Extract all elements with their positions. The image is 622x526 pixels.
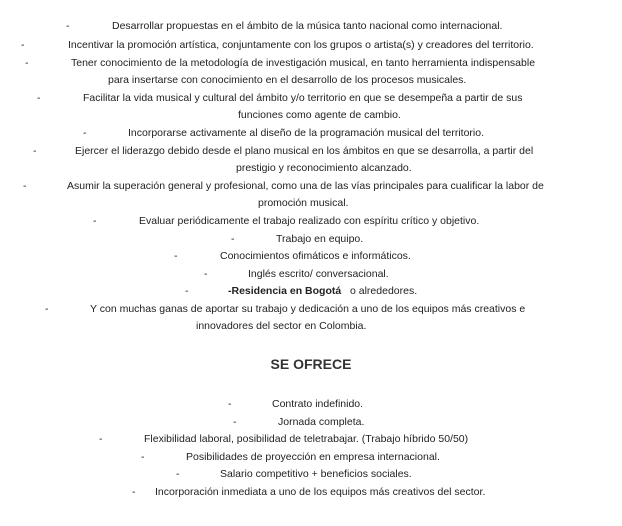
list-item-text: Incorporación inmediata a uno de los equipos más creativos del sector. — [155, 486, 486, 498]
bullet: - — [83, 127, 87, 139]
bullet: - — [45, 303, 49, 315]
bullet: - — [21, 39, 25, 51]
list-item-text: Tener conocimiento de la metodología de investigación musical, en tanto herramienta indispensable — [71, 57, 536, 69]
list-item-text-bold: -Residencia en Bogotá — [228, 285, 342, 297]
list-item-text: Salario competitivo + beneficios sociales. — [220, 468, 412, 480]
list-item-text: Trabajo en equipo. — [276, 233, 364, 245]
list-item-text: prestigio y reconocimiento alcanzado. — [236, 162, 412, 174]
bullet: - — [25, 57, 29, 69]
bullet: - — [99, 433, 103, 445]
bullet: - — [132, 486, 136, 498]
bullet: - — [66, 20, 70, 32]
list-item-text: Flexibilidad laboral, posibilidad de teletrabajar. (Trabajo híbrido 50/50) — [144, 433, 469, 445]
list-item-text: Inglés escrito/ conversacional. — [248, 268, 389, 280]
bullet: - — [228, 398, 232, 410]
bullet: - — [23, 180, 27, 192]
bullet: - — [174, 250, 178, 262]
list-item-text: Incentivar la promoción artística, conjuntamente con los grupos o artista(s) y creadores del territorio. — [68, 39, 534, 51]
list-item-text: Evaluar periódicamente el trabajo realizado con espíritu crítico y objetivo. — [139, 215, 480, 227]
bullet: - — [231, 233, 235, 245]
list-item-text: Facilitar la vida musical y cultural del ámbito y/o territorio en que se desempeña a partir de sus — [83, 92, 523, 104]
list-item-text: Y con muchas ganas de aportar su trabajo y dedicación a uno de los equipos más creativos e — [90, 303, 526, 315]
list-item-text: innovadores del sector en Colombia. — [196, 320, 367, 332]
list-item-text: Contrato indefinido. — [272, 398, 364, 410]
list-item-text: Ejercer el liderazgo debido desde el plano musical en los ámbitos en que se desarrolla, a partir del — [75, 145, 534, 157]
list-item-text: promoción musical. — [258, 197, 349, 209]
list-item-text: Incorporarse activamente al diseño de la programación musical del territorio. — [128, 127, 485, 139]
list-item-text: Desarrollar propuestas en el ámbito de la música tanto nacional como internacional. — [112, 20, 503, 32]
list-item-text: Posibilidades de proyección en empresa internacional. — [186, 451, 440, 463]
list-item-text: Asumir la superación general y profesional, como una de las vías principales para cualificar la labor de — [67, 180, 544, 192]
bullet: - — [176, 468, 180, 480]
bullet: - — [33, 145, 37, 157]
section-heading: SE OFRECE — [270, 356, 352, 372]
list-item-text: o alrededores. — [350, 285, 418, 297]
list-item-text: funciones como agente de cambio. — [238, 109, 401, 121]
bullet: - — [37, 92, 41, 104]
list-item-text: Jornada completa. — [278, 416, 365, 428]
bullet: - — [233, 416, 237, 428]
bullet: - — [204, 268, 208, 280]
list-item-text: Conocimientos ofimáticos e informáticos. — [220, 250, 411, 262]
bullet: - — [141, 451, 145, 463]
bullet: - — [185, 285, 189, 297]
bullet: - — [93, 215, 97, 227]
list-item-text: para insertarse con conocimiento en el desarrollo de los procesos musicales. — [108, 74, 467, 86]
